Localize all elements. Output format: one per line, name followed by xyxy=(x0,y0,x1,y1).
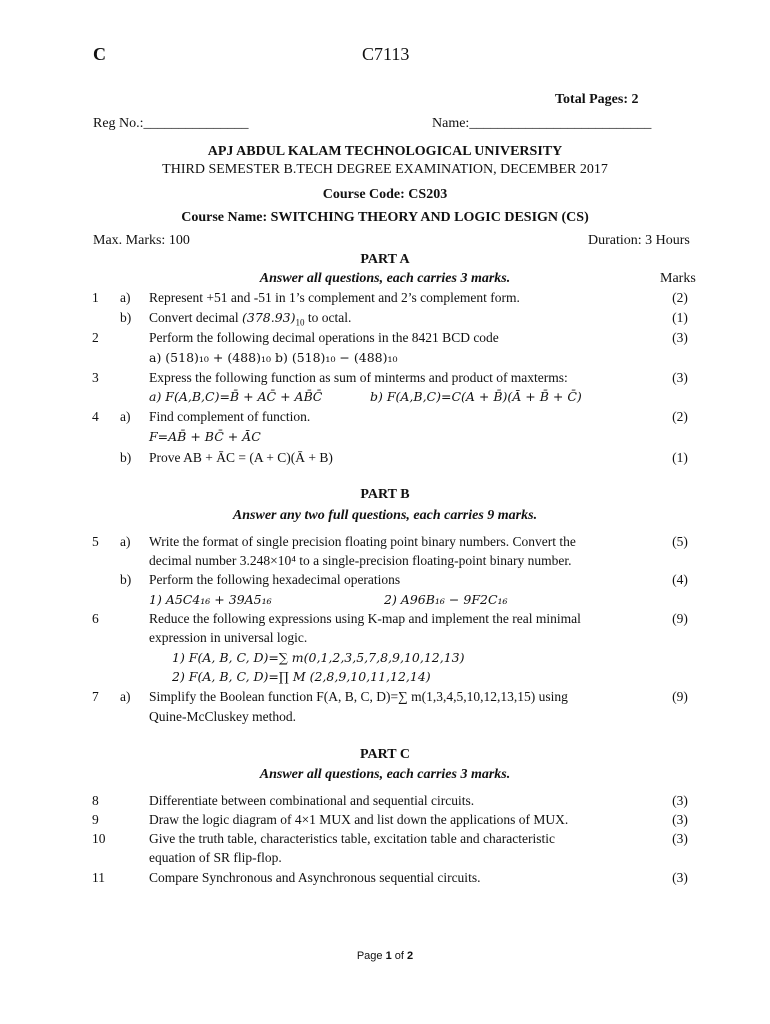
q8-marks: (3) xyxy=(672,793,688,808)
q3-marks: (3) xyxy=(672,370,688,385)
q4a-marks: (2) xyxy=(672,409,688,424)
q6-expression-1: 1) F(A, B, C, D)=∑ m(0,1,2,3,5,7,8,9,10,12,13) xyxy=(172,650,465,665)
part-b-instruction: Answer any two full questions, each carries 9 marks. xyxy=(232,508,538,523)
q11-number: 11 xyxy=(92,870,105,885)
q6-marks: (9) xyxy=(672,611,688,626)
marks-label: Marks xyxy=(660,271,696,286)
q7-line1: Simplify the Boolean function F(A, B, C, D)=∑ m(1,3,4,5,10,12,13,15) using xyxy=(149,689,568,704)
part-c-instruction: Answer all questions, each carries 3 marks. xyxy=(259,767,511,782)
q4a-text: Find complement of function. xyxy=(149,409,311,424)
q10-number: 10 xyxy=(92,831,106,846)
q1b-text-pre: Convert decimal xyxy=(149,310,242,325)
q9-marks: (3) xyxy=(672,812,688,827)
q5a-line1: Write the format of single precision floating point binary numbers. Convert the xyxy=(149,534,576,549)
q1b-text-post: to octal. xyxy=(304,310,352,325)
q4b-marks: (1) xyxy=(672,450,688,465)
q4a-function: F=AB̄ + BC̄ + ĀC xyxy=(149,429,261,444)
q8-number: 8 xyxy=(92,793,99,808)
q5b-marks: (4) xyxy=(672,572,688,587)
q6-line1: Reduce the following expressions using K-map and implement the real minimal xyxy=(149,611,581,626)
q9-number: 9 xyxy=(92,812,99,827)
q1b-number: (378.93) xyxy=(241,310,296,325)
q3-function-a: a) F(A,B,C)=B̄ + AC̄ + AB̄C̄ xyxy=(149,389,323,404)
q5b-op2: 2) A96B₁₆ − 9F2C₁₆ xyxy=(384,592,508,607)
reg-no-field: Reg No.:_______________ xyxy=(93,116,249,131)
q5-number: 5 xyxy=(92,534,99,549)
part-b-heading: PART B xyxy=(360,487,410,502)
q6-line2: expression in universal logic. xyxy=(149,630,308,645)
course-name: Course Name: SWITCHING THEORY AND LOGIC DESIGN (CS) xyxy=(181,210,589,225)
q7-number: 7 xyxy=(92,689,99,704)
q10-line2: equation of SR flip-flop. xyxy=(149,850,282,865)
q3-text: Express the following function as sum of minterms and product of maxterms: xyxy=(149,370,568,385)
q6-expression-2: 2) F(A, B, C, D)=∏ M (2,8,9,10,11,12,14) xyxy=(172,669,431,684)
q5b-text: Perform the following hexadecimal operations xyxy=(149,572,401,587)
q4a-label: a) xyxy=(120,409,131,424)
q2-text: Perform the following decimal operations in the 8421 BCD code xyxy=(149,330,499,345)
q1b-marks: (1) xyxy=(672,310,688,325)
q2-operations: a) (518)₁₀ + (488)₁₀ b) (518)₁₀ − (488)₁₀ xyxy=(149,350,398,365)
q11-marks: (3) xyxy=(672,870,688,885)
q2-number: 2 xyxy=(92,330,99,345)
q4-number: 4 xyxy=(92,409,99,424)
footer-page-number: 1 xyxy=(385,950,392,962)
total-pages: Total Pages: 2 xyxy=(555,92,639,107)
q7a-label: a) xyxy=(120,689,131,704)
q6-number: 6 xyxy=(92,611,99,626)
duration: Duration: 3 Hours xyxy=(588,233,690,248)
part-a-instruction: Answer all questions, each carries 3 marks. xyxy=(259,271,511,286)
q4b-label: b) xyxy=(120,450,132,465)
part-c-heading: PART C xyxy=(360,747,410,762)
q1b-label: b) xyxy=(120,310,132,325)
q5b-label: b) xyxy=(120,572,132,587)
course-code: Course Code: CS203 xyxy=(322,187,448,202)
name-field: Name:__________________________ xyxy=(432,116,652,131)
q7-marks: (9) xyxy=(672,689,688,704)
q5a-marks: (5) xyxy=(672,534,688,549)
q3-function-b: b) F(A,B,C)=C(A + B̄)(Ā + B̄ + C̄) xyxy=(370,389,582,404)
q1b-base: 10 xyxy=(295,317,305,328)
q9-text: Draw the logic diagram of 4×1 MUX and list down the applications of MUX. xyxy=(149,812,569,827)
q1b-text xyxy=(149,310,351,328)
exam-name: THIRD SEMESTER B.TECH DEGREE EXAMINATION, DECEMBER 2017 xyxy=(162,162,608,177)
q3-number: 3 xyxy=(92,370,99,385)
q10-marks: (3) xyxy=(672,831,688,846)
q5b-op1: 1) A5C4₁₆ + 39A5₁₆ xyxy=(149,592,272,607)
max-marks: Max. Marks: 100 xyxy=(93,233,190,248)
page-footer xyxy=(0,950,770,962)
university-name: APJ ABDUL KALAM TECHNOLOGICAL UNIVERSITY xyxy=(207,144,563,159)
q1a-text: Represent +51 and -51 in 1’s complement and 2’s complement form. xyxy=(149,290,520,305)
footer-page-word: Page xyxy=(356,950,386,962)
q1a-marks: (2) xyxy=(672,290,688,305)
q1-number: 1 xyxy=(92,290,99,305)
q1a-label: a) xyxy=(120,290,131,305)
q8-text: Differentiate between combinational and sequential circuits. xyxy=(149,793,475,808)
footer-page-total: 2 xyxy=(407,950,414,962)
q10-line1: Give the truth table, characteristics table, excitation table and characteristic xyxy=(149,831,555,846)
q7-line2: Quine-McCluskey method. xyxy=(149,709,296,724)
part-a-heading: PART A xyxy=(360,252,410,267)
q5a-line2: decimal number 3.248×10⁴ to a single-precision floating-point binary number. xyxy=(149,553,572,568)
footer-of-word: of xyxy=(391,950,408,962)
paper-code: C7113 xyxy=(362,44,410,64)
q2-marks: (3) xyxy=(672,330,688,345)
q5a-label: a) xyxy=(120,534,131,549)
q11-text: Compare Synchronous and Asynchronous sequential circuits. xyxy=(149,870,481,885)
q4b-text: Prove AB + ĀC = (A + C)(Ā + B) xyxy=(149,450,333,465)
series-letter: C xyxy=(93,44,106,64)
